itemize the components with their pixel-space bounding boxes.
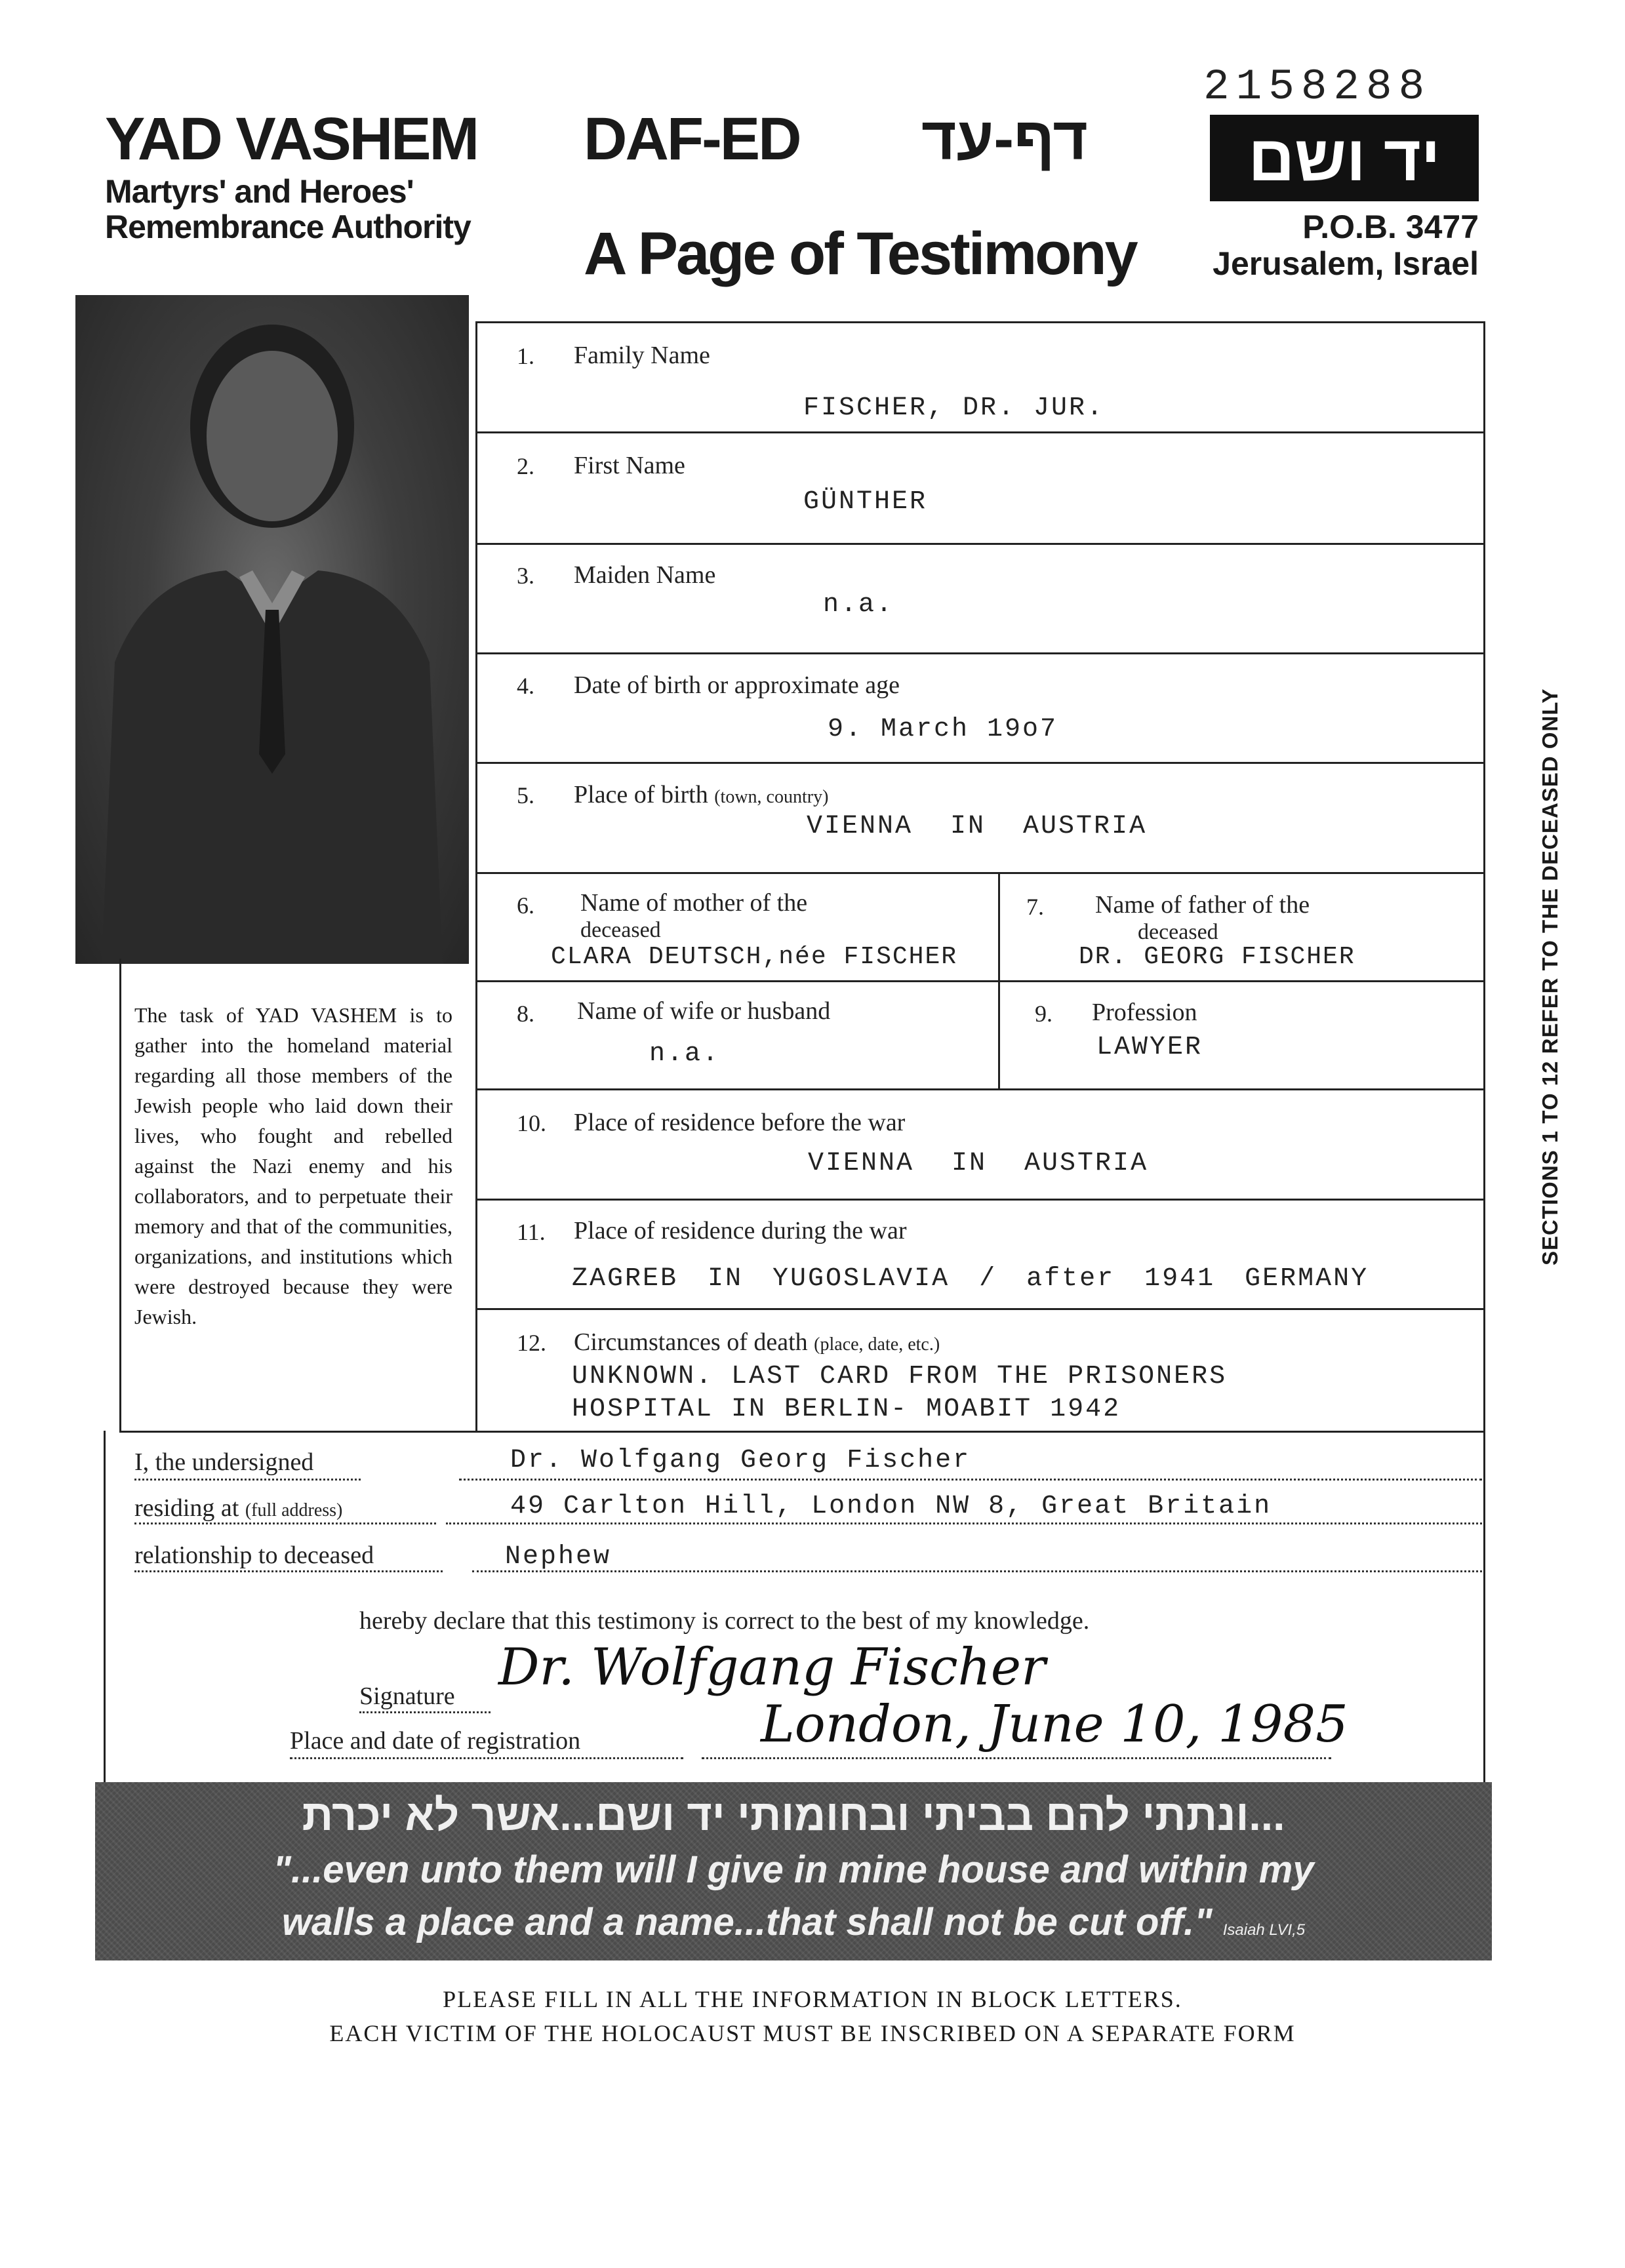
spouse-name-value: n.a. xyxy=(649,1039,721,1069)
mother-name-label-2: deceased xyxy=(580,918,661,942)
residence-before-war-value: VIENNA IN AUSTRIA xyxy=(808,1149,1149,1178)
row-divider xyxy=(475,1088,1485,1090)
row-divider xyxy=(475,543,1485,545)
row-divider xyxy=(475,431,1485,433)
portrait-photo xyxy=(75,295,469,964)
dotted-line xyxy=(134,1570,443,1572)
residing-hint: (full address) xyxy=(245,1500,343,1521)
row-divider xyxy=(475,872,1485,874)
dotted-line xyxy=(459,1479,1482,1481)
field-number: 1. xyxy=(517,343,534,369)
place-of-birth-hint: (town, country) xyxy=(714,787,829,807)
spouse-name-label: Name of wife or husband xyxy=(577,997,831,1025)
relationship-value: Nephew xyxy=(505,1542,612,1572)
field-number: 3. xyxy=(517,563,534,589)
residence-during-war-label: Place of residence during the war xyxy=(574,1217,907,1244)
field-number: 12. xyxy=(517,1330,546,1356)
circumstances-of-death-label-text: Circumstances of death xyxy=(574,1328,808,1356)
dotted-line xyxy=(472,1570,1482,1572)
circumstances-of-death-value-1: UNKNOWN. LAST CARD FROM THE PRISONERS xyxy=(572,1362,1228,1391)
dotted-line xyxy=(134,1522,436,1524)
family-name-value: FISCHER, DR. JUR. xyxy=(803,393,1105,423)
banner-english-line-1: "...even unto them will I give in mine house and within my xyxy=(273,1848,1314,1891)
dotted-line xyxy=(134,1479,361,1481)
registration-value: London, June 10, 1985 xyxy=(761,1695,1348,1754)
sections-note: SECTIONS 1 TO 12 REFER TO THE DECEASED ONLY xyxy=(1538,688,1562,1265)
field-number: 9. xyxy=(1035,1001,1053,1027)
org-subtitle: Martyrs' and Heroes' Remembrance Authority xyxy=(105,173,471,245)
circumstances-of-death-hint: (place, date, etc.) xyxy=(814,1334,940,1355)
father-name-label-2: deceased xyxy=(1138,920,1218,944)
row-divider xyxy=(475,1308,1485,1310)
city: Jerusalem, Israel xyxy=(1213,245,1479,282)
signature-value: Dr. Wolfgang Fischer xyxy=(498,1638,1046,1697)
signature-label: Signature xyxy=(359,1682,455,1710)
residing-label xyxy=(134,1494,342,1522)
mother-name-label: Name of mother of the xyxy=(580,889,808,917)
row-divider xyxy=(475,762,1485,764)
place-of-birth-label-text: Place of birth xyxy=(574,781,708,808)
undersigned-value: Dr. Wolfgang Georg Fischer xyxy=(510,1446,971,1475)
field-number: 10. xyxy=(517,1110,546,1136)
residence-before-war-label: Place of residence before the war xyxy=(574,1109,906,1136)
place-of-birth-label xyxy=(574,780,828,809)
form-code: DAF-ED xyxy=(584,106,800,172)
relationship-label: relationship to deceased xyxy=(134,1542,374,1569)
date-of-birth-label: Date of birth or approximate age xyxy=(574,671,900,699)
first-name-label: First Name xyxy=(574,452,685,479)
maiden-name-value: n.a. xyxy=(823,590,894,620)
declaration-border-left xyxy=(104,1431,106,1785)
undersigned-label: I, the undersigned xyxy=(134,1448,314,1476)
form-border-top xyxy=(475,321,1485,323)
father-name-label: Name of father of the xyxy=(1095,891,1310,919)
residing-value: 49 Carlton Hill, London NW 8, Great Britain xyxy=(510,1492,1272,1521)
org-title: YAD VASHEM xyxy=(105,106,478,172)
field-number: 7. xyxy=(1026,894,1044,920)
mother-name-value: CLARA DEUTSCH,née FISCHER xyxy=(551,943,958,971)
banner-citation: Isaiah LVI,5 xyxy=(1222,1921,1306,1939)
profession-value: LAWYER xyxy=(1096,1033,1203,1062)
dotted-line xyxy=(702,1757,1331,1759)
footer-instruction-1: PLEASE FILL IN ALL THE INFORMATION IN BLOCK LETTERS. xyxy=(443,1986,1182,2012)
field-number: 6. xyxy=(517,892,534,919)
place-of-birth-value: VIENNA IN AUSTRIA xyxy=(807,812,1148,841)
family-name-label: Family Name xyxy=(574,342,710,369)
first-name-value: GÜNTHER xyxy=(803,487,928,517)
dotted-line xyxy=(446,1522,1482,1524)
banner-english-line-2 xyxy=(95,1900,1492,1944)
row-divider xyxy=(475,652,1485,654)
dotted-line xyxy=(359,1711,491,1713)
registration-label: Place and date of registration xyxy=(290,1727,581,1755)
banner-hebrew: ...ונתתי להם בביתי ובחומותי יד ושם...אשר לא יכרת xyxy=(302,1791,1285,1839)
circumstances-of-death-label xyxy=(574,1328,940,1357)
document-number: 2158288 xyxy=(1203,62,1432,111)
banner-english-line-2-text: walls a place and a name...that shall not be cut off." xyxy=(281,1901,1213,1943)
row-divider xyxy=(475,1199,1485,1201)
form-border-left xyxy=(475,321,477,1431)
maiden-name-label: Maiden Name xyxy=(574,561,716,589)
residing-label-text: residing at xyxy=(134,1494,239,1522)
form-border-right xyxy=(1483,321,1485,1431)
address-block xyxy=(1210,209,1479,282)
portrait-silhouette xyxy=(75,295,469,964)
task-description: The task of YAD VASHEM is to gather into the homeland material regarding all those members of the Jewish people who laid down their lives, who fought and rebelled against the Nazi enemy and his collaborators, and to perpetuate their memory and that of the communities, organizations, and institutions which were destroyed because they were Jewish. xyxy=(134,1003,452,1328)
father-name-value: DR. GEORG FISCHER xyxy=(1079,943,1355,971)
dotted-line xyxy=(290,1757,683,1759)
field-number: 4. xyxy=(517,673,534,699)
form-code-hebrew: דף-עד xyxy=(921,106,1088,172)
declaration-border-right xyxy=(1483,1431,1485,1785)
footer-instruction-2: EACH VICTIM OF THE HOLOCAUST MUST BE INSCRIBED ON A SEPARATE FORM xyxy=(329,2020,1296,2046)
form-border-bottom xyxy=(119,1431,1485,1433)
profession-label: Profession xyxy=(1092,999,1197,1026)
residence-during-war-value: ZAGREB IN YUGOSLAVIA / after 1941 GERMANY xyxy=(572,1264,1369,1294)
yad-vashem-logo: יד ושם xyxy=(1210,115,1479,201)
field-number: 2. xyxy=(517,453,534,479)
page-title: A Page of Testimony xyxy=(584,220,1136,287)
date-of-birth-value: 9. March 19o7 xyxy=(828,715,1058,744)
column-divider xyxy=(998,872,1000,1088)
row-divider xyxy=(475,980,1485,982)
field-number: 5. xyxy=(517,782,534,808)
circumstances-of-death-value-2: HOSPITAL IN BERLIN- MOABIT 1942 xyxy=(572,1395,1121,1424)
field-number: 8. xyxy=(517,1001,534,1027)
field-number: 11. xyxy=(517,1219,546,1245)
declaration-statement: hereby declare that this testimony is correct to the best of my knowledge. xyxy=(359,1607,1090,1635)
quote-banner xyxy=(95,1782,1492,1960)
pob: P.O.B. 3477 xyxy=(1302,209,1479,245)
